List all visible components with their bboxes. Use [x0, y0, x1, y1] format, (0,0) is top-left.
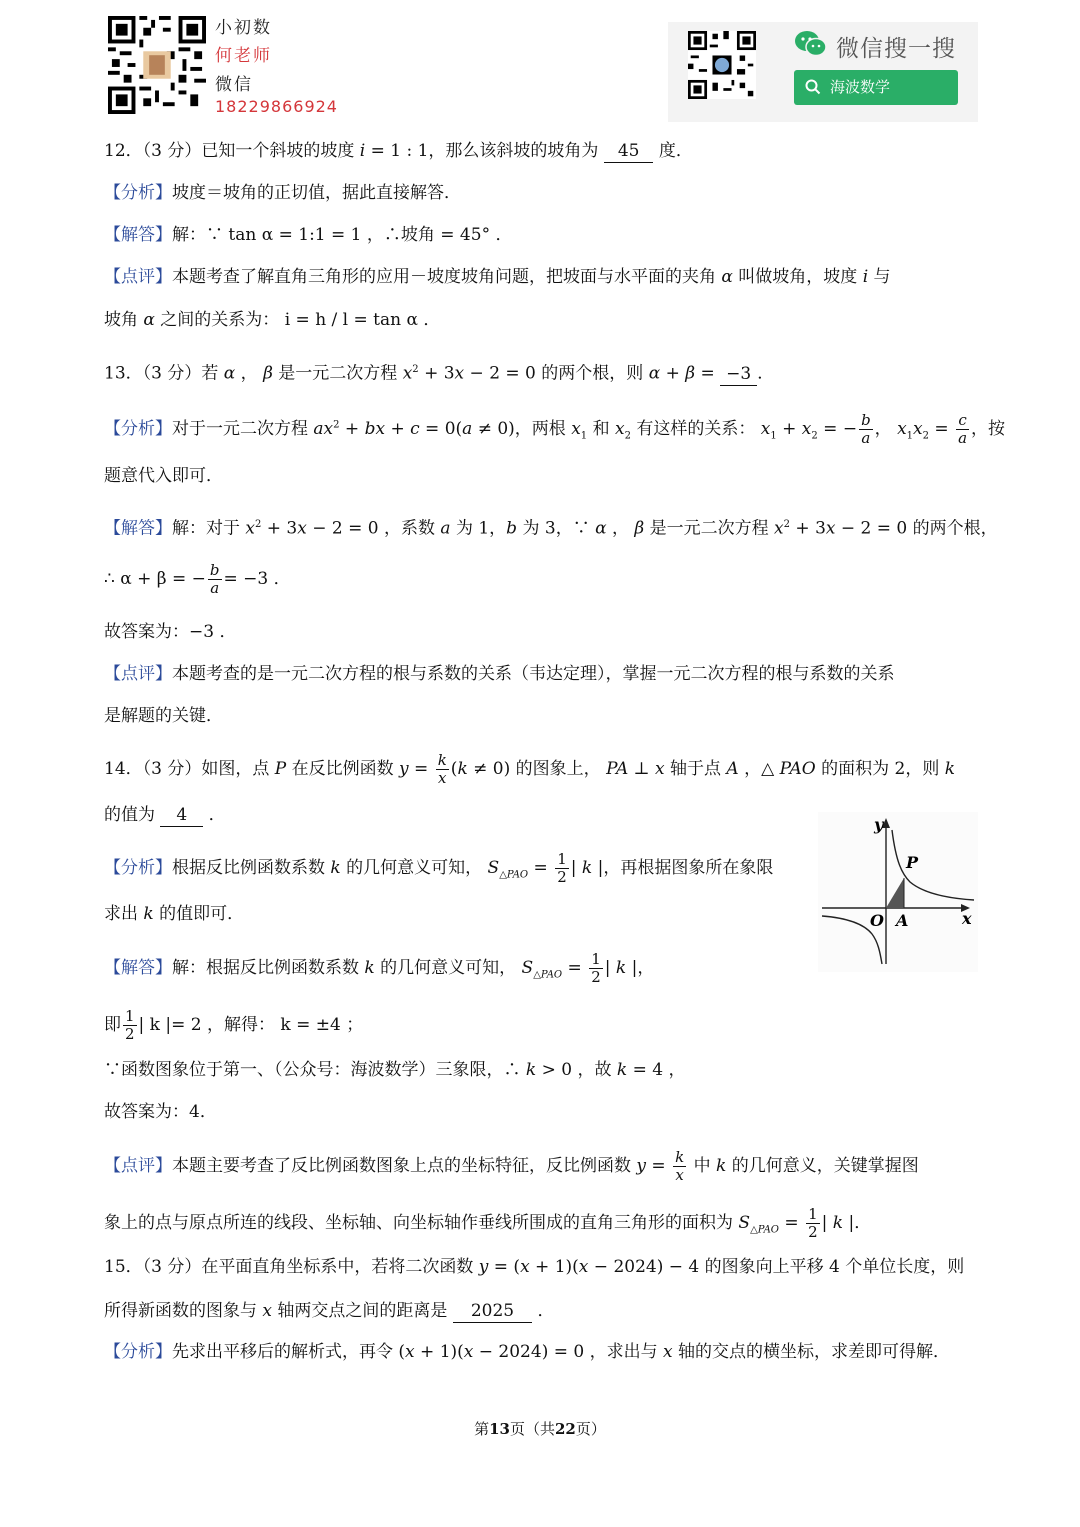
q13-final-answer: 故答案为：−3 ．: [104, 622, 237, 642]
page-footer: 第13页（共22页）: [474, 1420, 606, 1438]
q12-solution: 【解答】解：∵ tan α = 1:1 = 1 ，∴坡角 = 45° ．: [104, 225, 513, 245]
q13-answer: −3: [720, 363, 757, 386]
q13-analysis-line2: 题意代入即可．: [104, 466, 223, 486]
q14-comment-line1: 【点评】本题主要考查了反比例函数图象上点的坐标特征，反比例函数 y = $\frac{k}{x}$ 中 k 的几何意义，关键掌握图: [104, 1148, 919, 1184]
header-note-2: 何老师: [215, 46, 272, 66]
figure-label-a: A: [896, 911, 909, 930]
q12-comment-line2: 坡角 α 之间的关系为： i = h / l = tan α ．: [104, 310, 441, 330]
q12-answer: 45: [604, 140, 654, 163]
figure-label-o: O: [870, 911, 884, 930]
q15-answer: 2025: [453, 1300, 532, 1323]
wechat-search-title: 微信搜一搜: [836, 36, 956, 62]
figure-label-x: x: [962, 909, 972, 928]
q14-comment-line2: 象上的点与原点所连的线段、坐标轴、向坐标轴作垂线所围成的直角三角形的面积为 $S_{\triangle PAO}$ = $\frac{1}{2}$ | k |．: [104, 1205, 872, 1241]
q13-comment-line2: 是解题的关键．: [104, 706, 223, 726]
q12-stem: 12．（3 分）已知一个斜坡的坡度 i = 1 : 1，那么该斜坡的坡角为 45 度．: [104, 141, 693, 161]
wechat-logo-icon: [794, 30, 828, 62]
q15-stem-line1: 15．（3 分）在平面直角坐标系中，若将二次函数 y = (x + 1)(x − 2024) − 4 的图象向上平移 4 个单位长度，则: [104, 1257, 965, 1277]
hyperbola-figure: [818, 812, 978, 972]
q14-analysis-line1: 【分析】根据反比例函数系数 k 的几何意义可知， $S_{\triangle PAO}$ = $\frac{1}{2}$ | k |，再根据图象所在象限: [104, 850, 774, 886]
search-button[interactable]: [794, 70, 958, 105]
qr-code-left: [108, 16, 206, 114]
q13-stem: 13．（3 分）若 α ， β 是一元二次方程 $x^2 + 3x - 2 = 0$ 的两个根，则 α + β = −3 ．: [104, 363, 775, 384]
page-number: 13: [489, 1420, 510, 1438]
q14-analysis-line2: 求出 k 的值即可．: [104, 904, 245, 924]
header-note-1: 小初数: [215, 18, 272, 38]
q13-solution-line2: ∴ α + β = − $\frac{b}{a}$ = −3 ．: [104, 561, 291, 597]
q14-answer: 4: [160, 804, 203, 827]
magnifier-icon: [805, 79, 821, 95]
q12-analysis: 【分析】坡度＝坡角的正切值，据此直接解答．: [104, 183, 461, 203]
q14-stem-line2: 的值为 4 ．: [104, 805, 226, 825]
header-phone: 18229866924: [215, 97, 338, 116]
q12-comment-line1: 【点评】本题考查了解直角三角形的应用－坡度坡角问题，把坡面与水平面的夹角 α 叫做坡角，坡度 i 与: [104, 267, 891, 287]
q14-solution-line3: ∵函数图象位于第一、（公众号：海波数学）三象限，∴ k > 0 ，故 k = 4 ，: [104, 1060, 686, 1080]
figure-label-p: P: [906, 853, 919, 872]
header-note-3: 微信: [215, 75, 253, 95]
q14-solution-line2: 即 $\frac{1}{2}$ | k |= 2 ，解得： k = ±4 ；: [104, 1007, 364, 1043]
q13-solution-line1: 【解答】解：对于 $x^2 + 3x - 2 = 0$ ，系数 a 为 1，b 为 3，∵ α ， β 是一元二次方程 $x^2 + 3x - 2 = 0$ 的两个根，: [104, 518, 998, 539]
q13-analysis-line1: 【分析】对于一元二次方程 $ax^2$ + bx + c = 0(a ≠ 0)，两根 $x_1$ 和 $x_2$ 有这样的关系： $x_1 + x_2$ = − $\frac{b}{a}$ ， $x_1x_2$ = $\frac{c}{a}$ ，按: [104, 411, 1006, 447]
search-button-label: 海波数学: [830, 78, 891, 96]
figure-label-y: y: [874, 815, 884, 834]
q15-stem-line2: 所得新函数的图象与 x 轴两交点之间的距离是 2025 ．: [104, 1301, 555, 1321]
q13-comment-line1: 【点评】本题考查的是一元二次方程的根与系数的关系（韦达定理），掌握一元二次方程的根与系数的关系: [104, 664, 895, 684]
q14-solution-line1: 【解答】解：根据反比例函数系数 k 的几何意义可知， $S_{\triangle PAO}$ = $\frac{1}{2}$ | k |，: [104, 950, 655, 986]
q14-final-answer: 故答案为：4．: [104, 1102, 217, 1122]
page-total: 22: [555, 1420, 576, 1438]
q15-analysis: 【分析】先求出平移后的解析式，再令 (x + 1)(x − 2024) = 0 ，求出与 x 轴的交点的横坐标，求差即可得解．: [104, 1342, 951, 1362]
qr-code-right: [688, 31, 756, 99]
q14-stem-line1: 14．（3 分）如图，点 P 在反比例函数 y = $\frac{k}{x}$ (k ≠ 0) 的图象上， PA ⊥ x 轴于点 A ，△ PAO 的面积为 2，则 k: [104, 751, 956, 787]
